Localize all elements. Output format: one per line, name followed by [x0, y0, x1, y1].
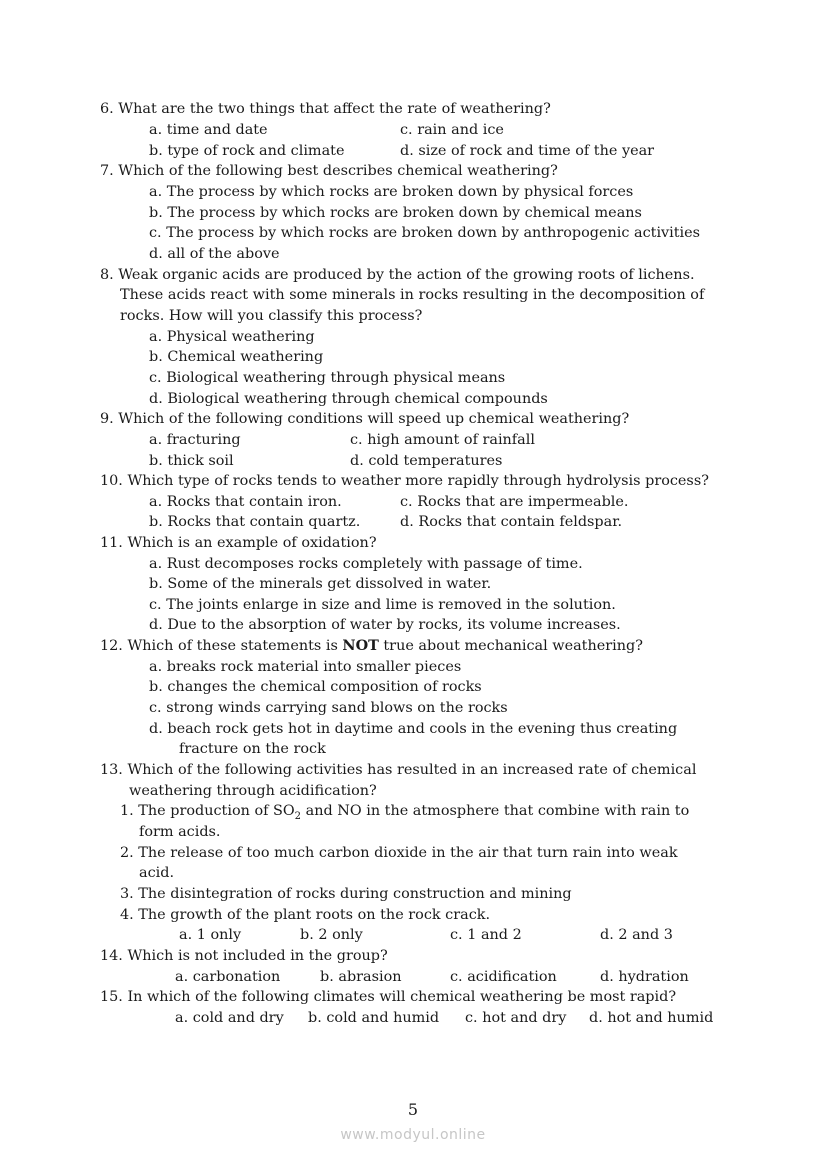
q13-item-3: 3. The disintegration of rocks during construction and mining: [120, 886, 572, 902]
q14-option-b: b. abrasion: [320, 969, 402, 985]
q12-option-c: c. strong winds carrying sand blows on the rocks: [149, 700, 508, 716]
q6-option-d: d. size of rock and time of the year: [400, 143, 655, 159]
q13-option-b: b. 2 only: [300, 927, 363, 943]
q11-option-d: d. Due to the absorption of water by rocks, its volume increases.: [149, 617, 621, 633]
q8-stem-line2: These acids react with some minerals in rocks resulting in the decomposition of: [120, 287, 705, 303]
q15-option-c: c. hot and dry: [465, 1010, 567, 1026]
q6-stem: 6. What are the two things that affect the rate of weathering?: [100, 101, 551, 117]
q15-option-b: b. cold and humid: [308, 1010, 440, 1026]
q12-stem-before: 12. Which of these statements is: [100, 638, 343, 654]
q10-option-b: b. Rocks that contain quartz.: [149, 514, 361, 530]
q15-stem: 15. In which of the following climates will chemical weathering be most rapid?: [100, 989, 677, 1005]
q6-option-c: c. rain and ice: [400, 122, 504, 138]
q13-option-d: d. 2 and 3: [600, 927, 673, 943]
q7-option-a: a. The process by which rocks are broken down by physical forces: [149, 184, 634, 200]
q13-item-1-subscript: 2: [294, 810, 302, 822]
q9-option-d: d. cold temperatures: [350, 453, 503, 469]
q13-stem-line1: 13. Which of the following activities has resulted in an increased rate of chemical: [100, 762, 697, 778]
q13-item-1-line2: form acids.: [139, 824, 221, 840]
q8-option-a: a. Physical weathering: [149, 329, 315, 345]
q11-stem: 11. Which is an example of oxidation?: [100, 535, 377, 551]
q13-option-a: a. 1 only: [179, 927, 242, 943]
q6-option-a: a. time and date: [149, 122, 268, 138]
q12-option-a: a. breaks rock material into smaller pieces: [149, 659, 462, 675]
q13-item-1-line1: [120, 801, 689, 821]
q15-option-d: d. hot and humid: [589, 1010, 714, 1026]
q7-option-d: d. all of the above: [149, 246, 280, 262]
q8-stem-line3: rocks. How will you classify this process?: [120, 308, 423, 324]
q6-option-b: b. type of rock and climate: [149, 143, 345, 159]
q12-stem-emphasis: NOT: [342, 637, 379, 654]
q14-option-d: d. hydration: [600, 969, 689, 985]
q13-item-2-line2: acid.: [139, 865, 175, 881]
q12-stem: [100, 636, 643, 656]
q8-option-b: b. Chemical weathering: [149, 349, 324, 365]
q9-option-a: a. fracturing: [149, 432, 241, 448]
q11-option-a: a. Rust decomposes rocks completely with passage of time.: [149, 556, 583, 572]
q9-stem: 9. Which of the following conditions will speed up chemical weathering?: [100, 411, 630, 427]
q10-option-a: a. Rocks that contain iron.: [149, 494, 342, 510]
watermark: www.modyul.online: [340, 1127, 486, 1143]
q12-option-d-line2: fracture on the rock: [179, 741, 326, 757]
q13-stem-line2: weathering through acidification?: [129, 783, 377, 799]
page-number: 5: [407, 1100, 419, 1119]
q12-option-d-line1: d. beach rock gets hot in daytime and cools in the evening thus creating: [149, 721, 678, 737]
q13-item-1-before: 1. The production of SO: [120, 803, 295, 819]
q13-item-2-line1: 2. The release of too much carbon dioxide in the air that turn rain into weak: [120, 845, 678, 861]
q14-option-a: a. carbonation: [175, 969, 281, 985]
q11-option-c: c. The joints enlarge in size and lime is removed in the solution.: [149, 597, 616, 613]
q8-option-d: d. Biological weathering through chemical compounds: [149, 391, 548, 407]
q12-option-b: b. changes the chemical composition of rocks: [149, 679, 482, 695]
q14-option-c: c. acidification: [450, 969, 557, 985]
q10-option-c: c. Rocks that are impermeable.: [400, 494, 629, 510]
q7-option-c: c. The process by which rocks are broken down by anthropogenic activities: [149, 225, 701, 241]
q7-option-b: b. The process by which rocks are broken down by chemical means: [149, 205, 642, 221]
q12-stem-after: true about mechanical weathering?: [378, 638, 643, 654]
q14-stem: 14. Which is not included in the group?: [100, 948, 388, 964]
q10-option-d: d. Rocks that contain feldspar.: [400, 514, 623, 530]
q11-option-b: b. Some of the minerals get dissolved in water.: [149, 576, 492, 592]
q13-option-c: c. 1 and 2: [450, 927, 522, 943]
q8-option-c: c. Biological weathering through physical means: [149, 370, 506, 386]
q13-item-4: 4. The growth of the plant roots on the rock crack.: [120, 907, 491, 923]
q7-stem: 7. Which of the following best describes chemical weathering?: [100, 163, 558, 179]
q9-option-b: b. thick soil: [149, 453, 234, 469]
q13-item-1-after: and NO in the atmosphere that combine with rain to: [301, 803, 690, 819]
q10-stem: 10. Which type of rocks tends to weather more rapidly through hydrolysis process?: [100, 473, 709, 489]
q15-option-a: a. cold and dry: [175, 1010, 284, 1026]
q8-stem-line1: 8. Weak organic acids are produced by the action of the growing roots of lichens.: [100, 267, 695, 283]
q9-option-c: c. high amount of rainfall: [350, 432, 535, 448]
